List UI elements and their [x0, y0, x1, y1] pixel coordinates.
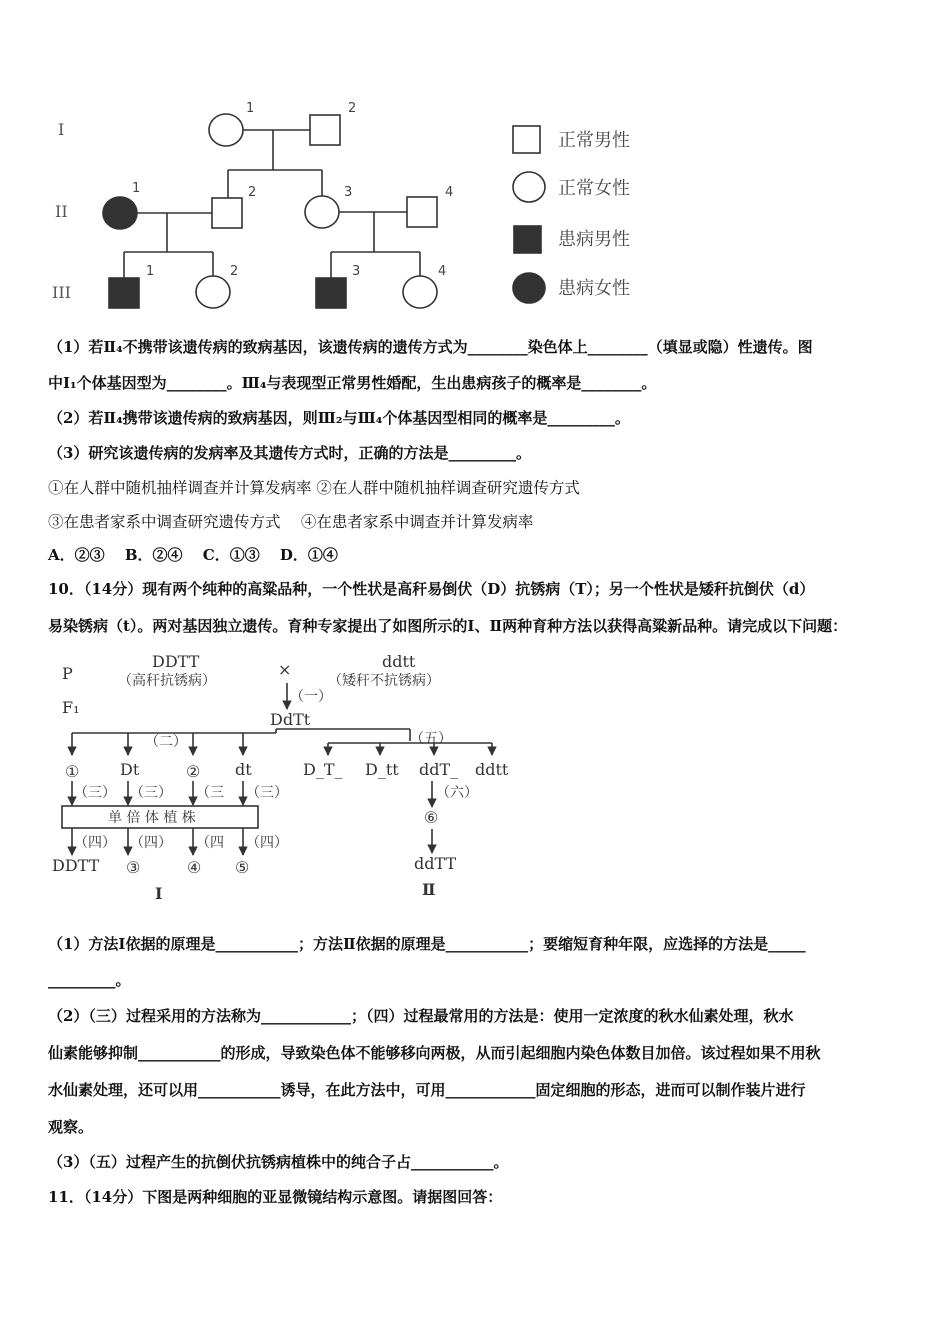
individual-III-4 — [403, 276, 437, 308]
individual-II-4 — [407, 197, 437, 227]
q10-sub2-line3: 水仙素处理，还可以用___________诱导，在此方法中，可用____________固定细胞的形态，进而可以制作装片进行 — [48, 1081, 806, 1099]
individual-II-1 — [103, 197, 137, 229]
label-II-3: 3 — [344, 185, 353, 200]
gamete-1: ① — [65, 762, 80, 781]
mark-6: ⑥ — [424, 808, 439, 827]
gamete-Dt: Dt — [120, 760, 140, 779]
step-4-label-d: （四） — [246, 835, 288, 851]
label-II-2: 2 — [248, 185, 257, 200]
f2-ddtt: ddtt — [475, 760, 509, 779]
parent2-genotype: ddtt — [382, 652, 416, 671]
result-5: ⑤ — [235, 858, 250, 877]
q9-part3: （3）研究该遗传病的发病率及其遗传方式时，正确的方法是_________。 — [48, 444, 531, 462]
label-III-1: 1 — [146, 264, 155, 279]
pedigree-chart — [0, 90, 700, 330]
legend-normal-female-icon — [513, 172, 545, 202]
step-3-label-c: （三 — [196, 785, 224, 801]
breeding-diagram — [0, 645, 560, 910]
cross-symbol: × — [278, 660, 292, 679]
method-1-label: Ⅰ — [155, 884, 163, 903]
haploid-plant-label: 单 倍 体 植 株 — [108, 810, 196, 826]
f1-genotype: DdTt — [270, 710, 311, 729]
q11-intro: 11．（14分）下图是两种细胞的亚显微镜结构示意图。请据图回答： — [48, 1188, 503, 1206]
step-5-label: （五） — [410, 731, 452, 747]
legend-normal-male: 正常男性 — [558, 130, 630, 151]
label-I-1: 1 — [246, 101, 255, 116]
q10-sub2-line2: 仙素能够抑制___________的形成，导致染色体不能够移向两极，从而引起细胞内染色体数目加倍。该过程如果不用秋 — [48, 1044, 821, 1062]
label-II-4: 4 — [445, 185, 454, 200]
individual-I-1 — [209, 114, 243, 146]
gamete-2: ② — [186, 762, 201, 781]
step-4-label-a: （四） — [74, 835, 116, 851]
label-III-2: 2 — [230, 264, 239, 279]
result-DDTT: DDTT — [52, 856, 100, 875]
f2-ddT_: ddT_ — [419, 760, 459, 779]
p-label: P — [62, 664, 73, 683]
step-3-label-d: （三） — [246, 785, 288, 801]
individual-II-3 — [305, 196, 339, 228]
individual-I-2 — [310, 115, 340, 145]
q9-part1-line1: （1）若Ⅱ₄不携带该遗传病的致病基因，该遗传病的遗传方式为________染色体上________（填显或隐）性遗传。图 — [48, 338, 813, 356]
legend-normal-male-icon — [513, 126, 540, 153]
q9-options-line1: ①在人群中随机抽样调查并计算发病率 ②在人群中随机抽样调查研究遗传方式 — [48, 479, 580, 497]
step-3-label-b: （三） — [130, 785, 172, 801]
q9-options-line2: ③在患者家系中调查研究遗传方式 ④在患者家系中调查并计算发病率 — [48, 513, 534, 531]
legend-affected-male-icon — [514, 226, 541, 253]
q10-sub1-line1: （1）方法Ⅰ依据的原理是___________；方法Ⅱ依据的原理是___________；要缩短育种年限，应选择的方法是_____ — [48, 935, 806, 953]
q9-choices: A．②③ B．②④ C．①③ D．①④ — [48, 546, 338, 564]
generation-label-II: II — [55, 202, 68, 221]
parent1-genotype: DDTT — [152, 652, 200, 671]
individual-III-1 — [109, 278, 139, 308]
f1-label: F₁ — [62, 698, 80, 717]
q10-intro-line1: 10．（14分）现有两个纯种的高粱品种，一个性状是高秆易倒伏（D）抗锈病（T）；另一个性状是矮秆抗倒伏（d） — [48, 580, 815, 598]
step-4-label-b: （四） — [130, 835, 172, 851]
result-4: ④ — [187, 858, 202, 877]
method-2-label: Ⅱ — [422, 880, 436, 899]
q10-intro-line2: 易染锈病（t）。两对基因独立遗传。育种专家提出了如图所示的Ⅰ、Ⅱ两种育种方法以获得高粱新品种。请完成以下问题： — [48, 617, 848, 635]
label-III-3: 3 — [352, 264, 361, 279]
q9-part2: （2）若Ⅱ₄携带该遗传病的致病基因，则Ⅲ₂与Ⅲ₄个体基因型相同的概率是_________。 — [48, 409, 630, 427]
legend-affected-female: 患病女性 — [558, 278, 630, 299]
q10-sub2-line4: 观察。 — [48, 1118, 94, 1136]
generation-label-III: III — [52, 283, 71, 302]
f2-D_tt: D_tt — [365, 760, 399, 779]
legend-affected-male: 患病男性 — [558, 229, 630, 250]
label-I-2: 2 — [348, 101, 357, 116]
step-1-label: （一） — [290, 689, 332, 705]
gamete-dt: dt — [235, 760, 252, 779]
parent2-description: （矮秆不抗锈病） — [328, 673, 440, 689]
generation-label-I: I — [58, 120, 65, 139]
step-2-label: （二） — [145, 734, 187, 750]
individual-II-2 — [212, 198, 242, 228]
legend-affected-female-icon — [513, 273, 545, 303]
parent1-description: （高秆抗锈病） — [118, 673, 216, 689]
step-6-label: （六） — [436, 785, 478, 801]
step-3-label-a: （三） — [74, 785, 116, 801]
q10-sub3: （3）（五）过程产生的抗倒伏抗锈病植株中的纯合子占___________。 — [48, 1153, 509, 1171]
q9-part1-line2: 中Ⅰ₁个体基因型为________。Ⅲ₄与表现型正常男性婚配，生出患病孩子的概率是________。 — [48, 374, 657, 392]
legend-normal-female: 正常女性 — [558, 178, 630, 199]
label-II-1: 1 — [132, 181, 141, 196]
result-3: ③ — [126, 858, 141, 877]
label-III-4: 4 — [438, 264, 447, 279]
q10-sub1-line2: _________。 — [48, 971, 131, 989]
step-4-label-c: （四 — [196, 835, 224, 851]
f2-D_T_: D_T_ — [303, 760, 343, 779]
individual-III-2 — [196, 276, 230, 308]
individual-III-3 — [316, 278, 346, 308]
result-ddTT: ddTT — [414, 854, 457, 873]
q10-sub2-line1: （2）（三）过程采用的方法称为____________；（四）过程最常用的方法是：使用一定浓度的秋水仙素处理，秋水 — [48, 1007, 794, 1025]
